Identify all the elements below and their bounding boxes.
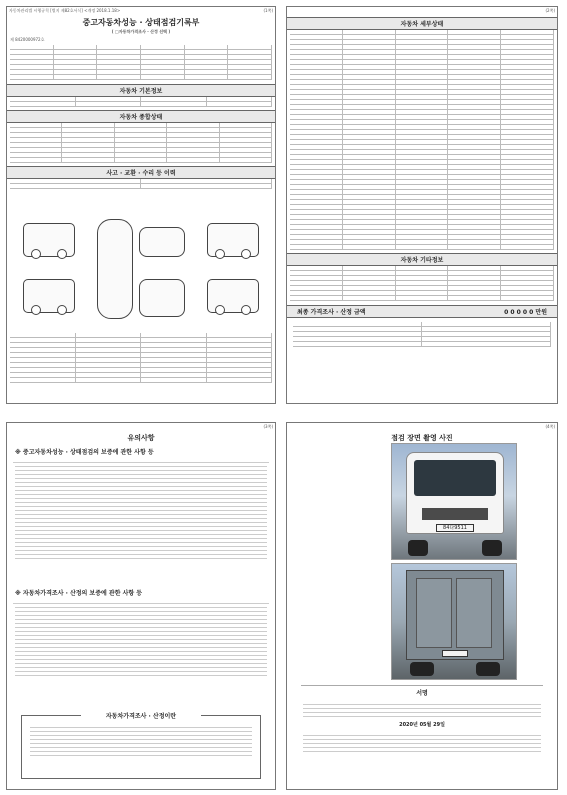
final-price-label: 최종 가격조사 · 산정 금액 bbox=[297, 309, 366, 316]
section-detail-status: 자동차 세부상태 bbox=[287, 17, 557, 30]
page-2 bbox=[286, 6, 558, 404]
page-3-section-2: ※ 자동차가격조사 · 산정의 보증에 관한 사항 등 bbox=[15, 590, 143, 597]
vehicle-info-table bbox=[7, 45, 275, 80]
page-4-header-right: (4쪽) bbox=[545, 424, 555, 429]
section-overall-status: 자동차 종합상태 bbox=[7, 110, 275, 123]
price-appraisal-box bbox=[21, 715, 261, 779]
section-other-info: 자동차 기타정보 bbox=[287, 253, 557, 266]
page-3-header-right: (3쪽) bbox=[263, 424, 273, 429]
signature-date: 2020년 05월 29일 bbox=[399, 722, 445, 728]
final-price-row bbox=[287, 305, 557, 318]
signature-title: 서명 bbox=[416, 690, 428, 697]
license-plate: 84다9511 bbox=[436, 524, 474, 532]
page-3-title: 유의사항 bbox=[127, 434, 155, 442]
page-1-header-left: 자동차관리법 시행규칙 [별지 제82호서식] <개정 2018.1.18> bbox=[9, 8, 121, 13]
truck-front-photo bbox=[391, 443, 517, 560]
detail-status-table bbox=[287, 30, 557, 250]
car-damage-diagram bbox=[17, 219, 267, 329]
page-1-header-right: (1쪽) bbox=[263, 8, 273, 13]
final-price-value: 0 0 0 0 0 만원 bbox=[504, 309, 547, 316]
section-basic-info: 자동차 기본정보 bbox=[7, 84, 275, 97]
truck-rear-photo bbox=[391, 563, 517, 680]
page-3-section-1: ※ 중고자동차성능 · 상태점검의 보증에 관한 사항 등 bbox=[15, 449, 154, 456]
page-3 bbox=[6, 422, 276, 790]
page-1-subtitle: ( □자동차가격조사 · 산정 선택 ) bbox=[111, 29, 171, 34]
page-4-title: 점검 장면 촬영 사진 bbox=[391, 434, 453, 442]
signature-block bbox=[301, 685, 543, 775]
section-accident-history: 사고 · 교환 · 수리 등 이력 bbox=[7, 166, 275, 179]
doc-number: 제 8420000972호 bbox=[10, 37, 45, 42]
page-1 bbox=[6, 6, 276, 404]
repair-list bbox=[10, 333, 272, 383]
page-4 bbox=[286, 422, 558, 790]
price-appraisal-title: 자동차가격조사 · 산정이란 bbox=[81, 711, 201, 720]
page-1-title: 중고자동차성능 · 상태점검기록부 bbox=[82, 18, 200, 27]
page-2-header-right: (2쪽) bbox=[545, 8, 555, 13]
